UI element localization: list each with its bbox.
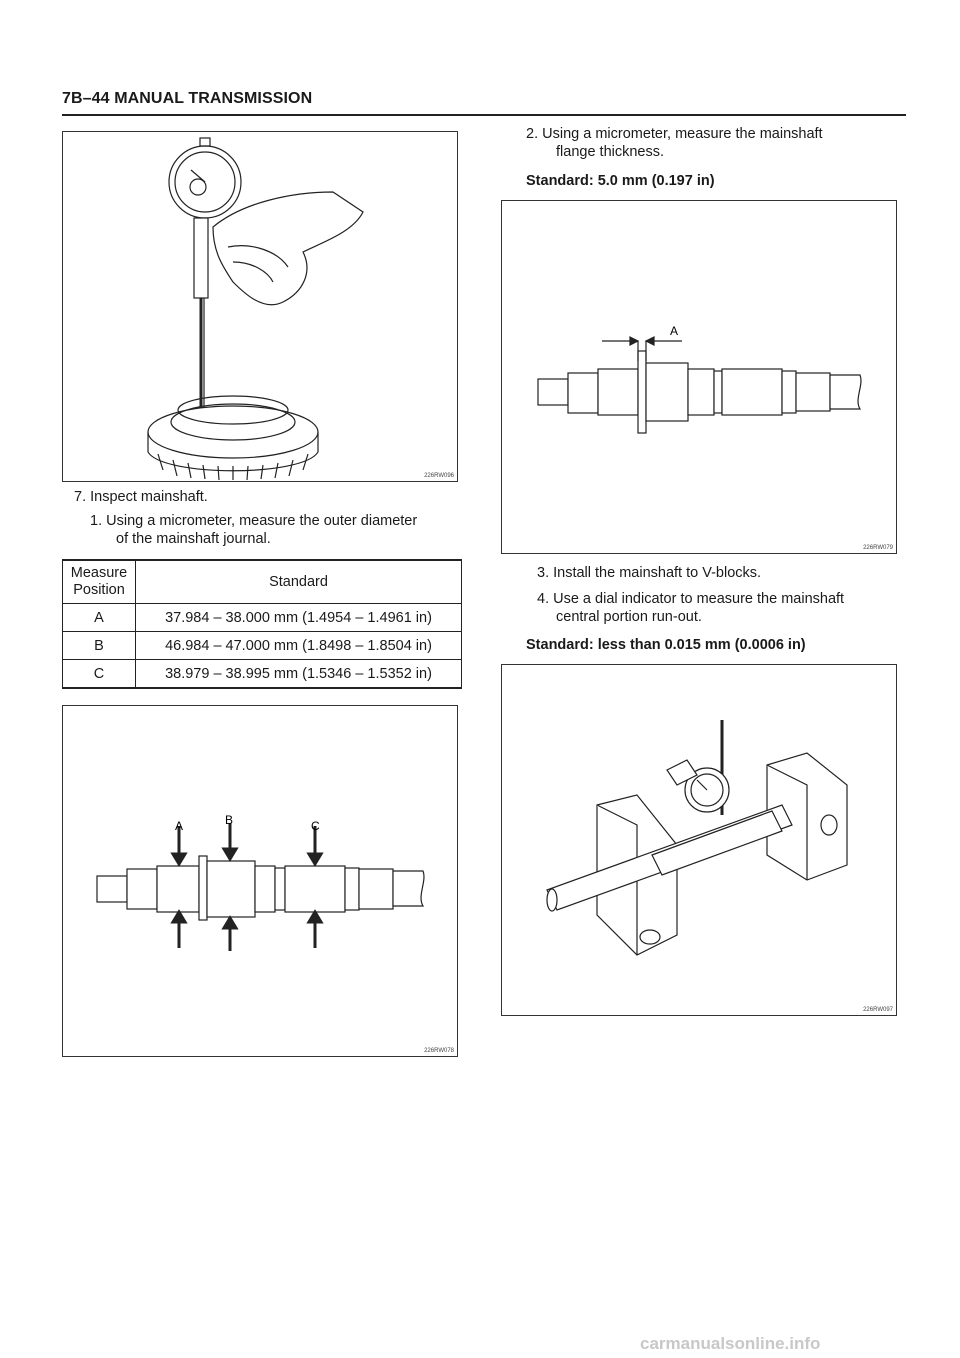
figure-code: 226RW097 xyxy=(863,1007,893,1013)
figure-code: 226RW078 xyxy=(424,1048,454,1054)
vblock-runout-illustration xyxy=(502,665,896,1015)
label-a: A xyxy=(175,819,184,833)
step-7-text: 7. Inspect mainshaft. xyxy=(74,489,208,505)
standard-flange: Standard: 5.0 mm (0.197 in) xyxy=(526,173,715,189)
flange-thickness-illustration xyxy=(502,201,896,553)
row-standard: 37.984 – 38.000 mm (1.4954 – 1.4961 in) xyxy=(136,604,462,632)
header-measure: Measure xyxy=(70,565,128,581)
figure-code: 226RW096 xyxy=(424,473,454,479)
step-2-text: 2. Using a micrometer, measure the mainshaft xyxy=(526,126,823,142)
page-header: 7B–44 MANUAL TRANSMISSION xyxy=(62,90,313,107)
label-b: B xyxy=(225,813,234,827)
watermark: carmanualsonline.info xyxy=(640,1334,821,1353)
table-row xyxy=(63,660,462,689)
row-position: A xyxy=(63,604,136,632)
step-3-text: 3. Install the mainshaft to V-blocks. xyxy=(537,565,762,581)
label-a: A xyxy=(670,324,679,338)
figure-vblock-runout xyxy=(501,664,897,1016)
header-rule xyxy=(62,114,906,116)
step-4-text: 4. Use a dial indicator to measure the mainshaft xyxy=(537,591,845,607)
label-c: C xyxy=(311,819,320,833)
row-standard: 38.979 – 38.995 mm (1.5346 – 1.5352 in) xyxy=(136,660,462,689)
step-4-text-cont: central portion run-out. xyxy=(556,609,702,625)
mainshaft-journals-illustration xyxy=(63,706,457,1056)
standard-runout: Standard: less than 0.015 mm (0.0006 in) xyxy=(526,637,806,653)
figure-mainshaft-journals xyxy=(62,705,458,1057)
table-row xyxy=(63,632,462,660)
step-1-text-cont: of the mainshaft journal. xyxy=(116,531,271,547)
figure-bore-gauge xyxy=(62,131,458,482)
row-position: B xyxy=(63,632,136,660)
step-2-text-cont: flange thickness. xyxy=(556,144,665,160)
step-1-text: 1. Using a micrometer, measure the outer diameter xyxy=(90,513,418,529)
table-row xyxy=(63,604,462,632)
figure-code: 226RW079 xyxy=(863,545,893,551)
table-header-row xyxy=(63,560,462,604)
spec-table xyxy=(62,559,462,689)
row-standard: 46.984 – 47.000 mm (1.8498 – 1.8504 in) xyxy=(136,632,462,660)
figure-flange-thickness xyxy=(501,200,897,554)
table-header-position xyxy=(63,560,136,604)
bore-gauge-illustration xyxy=(63,132,457,481)
row-position: C xyxy=(63,660,136,689)
table-header-standard: Standard xyxy=(136,560,462,604)
header-position: Position xyxy=(73,582,125,598)
